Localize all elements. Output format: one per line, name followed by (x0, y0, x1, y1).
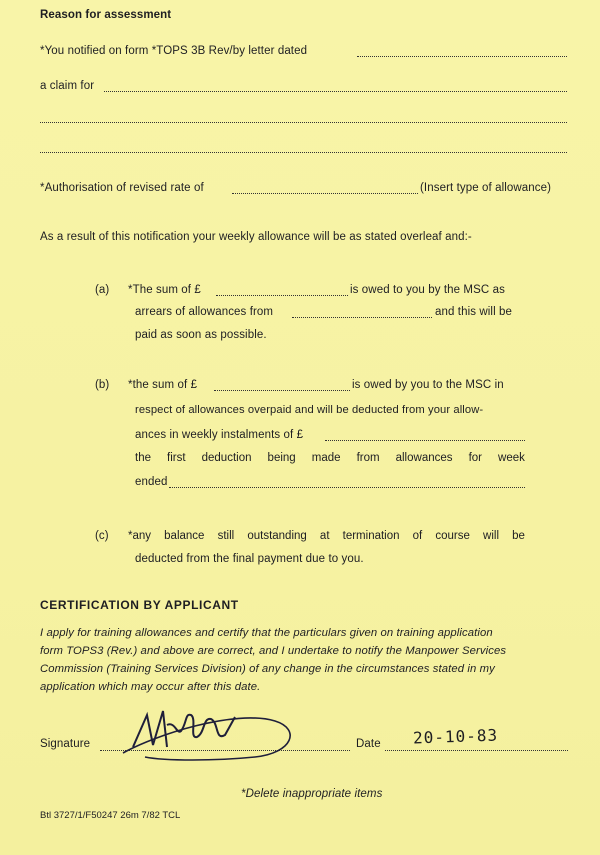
signature-scribble (115, 695, 305, 765)
certification-line1: I apply for training allowances and certify that the particulars given on training application (40, 627, 493, 639)
item-b-line3-pre: ances in weekly instalments of £ (135, 429, 304, 441)
arrears-sum-field[interactable] (216, 295, 348, 296)
word: of (412, 530, 423, 542)
allowance-type-field[interactable] (232, 193, 418, 194)
item-a-line2-pre: arrears of allowances from (135, 306, 274, 318)
word: deduction (201, 452, 252, 464)
certification-line3: Commission (Training Services Division) of any change in the circumstances stated in my (40, 663, 495, 675)
claim-for-label: a claim for (40, 80, 95, 92)
result-intro: As a result of this notification your weekly allowance will be as stated overleaf and:- (40, 231, 472, 243)
item-b-line2: respect of allowances overpaid and will be deducted from your allow- (135, 404, 484, 416)
word: at (319, 530, 330, 542)
claim-for-field[interactable] (104, 91, 567, 92)
date-label: Date (356, 738, 381, 750)
word: allowances (395, 452, 453, 464)
allowance-type-hint: (Insert type of allowance) (420, 182, 552, 194)
claim-for-field-line3[interactable] (40, 152, 567, 153)
overpaid-sum-field[interactable] (214, 390, 350, 391)
item-a-line3: paid as soon as possible. (135, 329, 267, 341)
item-c-line2: deducted from the final payment due to you. (135, 553, 364, 565)
certification-line2: form TOPS3 (Rev.) and above are correct, and I undertake to notify the Manpower Services (40, 645, 507, 657)
item-a-line2-post: and this will be (435, 306, 513, 318)
word: be (512, 530, 525, 542)
notified-line-text: *You notified on form *TOPS 3B Rev/by letter dated (40, 45, 308, 57)
word: week (498, 452, 525, 464)
reason-heading: Reason for assessment (40, 9, 172, 21)
week-ended-field[interactable] (169, 487, 525, 488)
item-c-line1 (128, 530, 525, 542)
certification-heading: CERTIFICATION BY APPLICANT (40, 598, 239, 612)
item-a-line1-pre: *The sum of £ (128, 284, 201, 296)
item-b-label: (b) (95, 379, 110, 391)
claim-for-field-line2[interactable] (40, 122, 567, 123)
form-code: Btl 3727/1/F50247 26m 7/82 TCL (40, 810, 181, 821)
word: still (217, 530, 235, 542)
arrears-from-field[interactable] (292, 317, 432, 318)
word: for (468, 452, 482, 464)
word: the (135, 452, 151, 464)
item-a-line1-post: is owed to you by the MSC as (350, 284, 505, 296)
word: course (435, 530, 470, 542)
word: first (167, 452, 186, 464)
signature-label: Signature (40, 738, 91, 750)
letter-date-field[interactable] (357, 56, 567, 57)
word: from (356, 452, 380, 464)
item-b-line5-pre: ended (135, 476, 168, 488)
item-b-line1-pre: *the sum of £ (128, 379, 198, 391)
item-b-line4 (135, 452, 525, 464)
word: *any (128, 530, 152, 542)
word: balance (164, 530, 205, 542)
item-a-label: (a) (95, 284, 110, 296)
word: being (267, 452, 296, 464)
item-b-line1-post: is owed by you to the MSC in (352, 379, 504, 391)
delete-footnote: *Delete inappropriate items (241, 788, 383, 800)
date-value: 20-10-83 (412, 725, 499, 748)
certification-line4: application which may occur after this date. (40, 681, 261, 693)
word: termination (342, 530, 400, 542)
word: will (483, 530, 500, 542)
word: made (311, 452, 341, 464)
item-c-label: (c) (95, 530, 109, 542)
date-field[interactable] (385, 750, 568, 751)
instalment-field[interactable] (325, 440, 525, 441)
word: outstanding (247, 530, 307, 542)
authorisation-text: *Authorisation of revised rate of (40, 182, 204, 194)
